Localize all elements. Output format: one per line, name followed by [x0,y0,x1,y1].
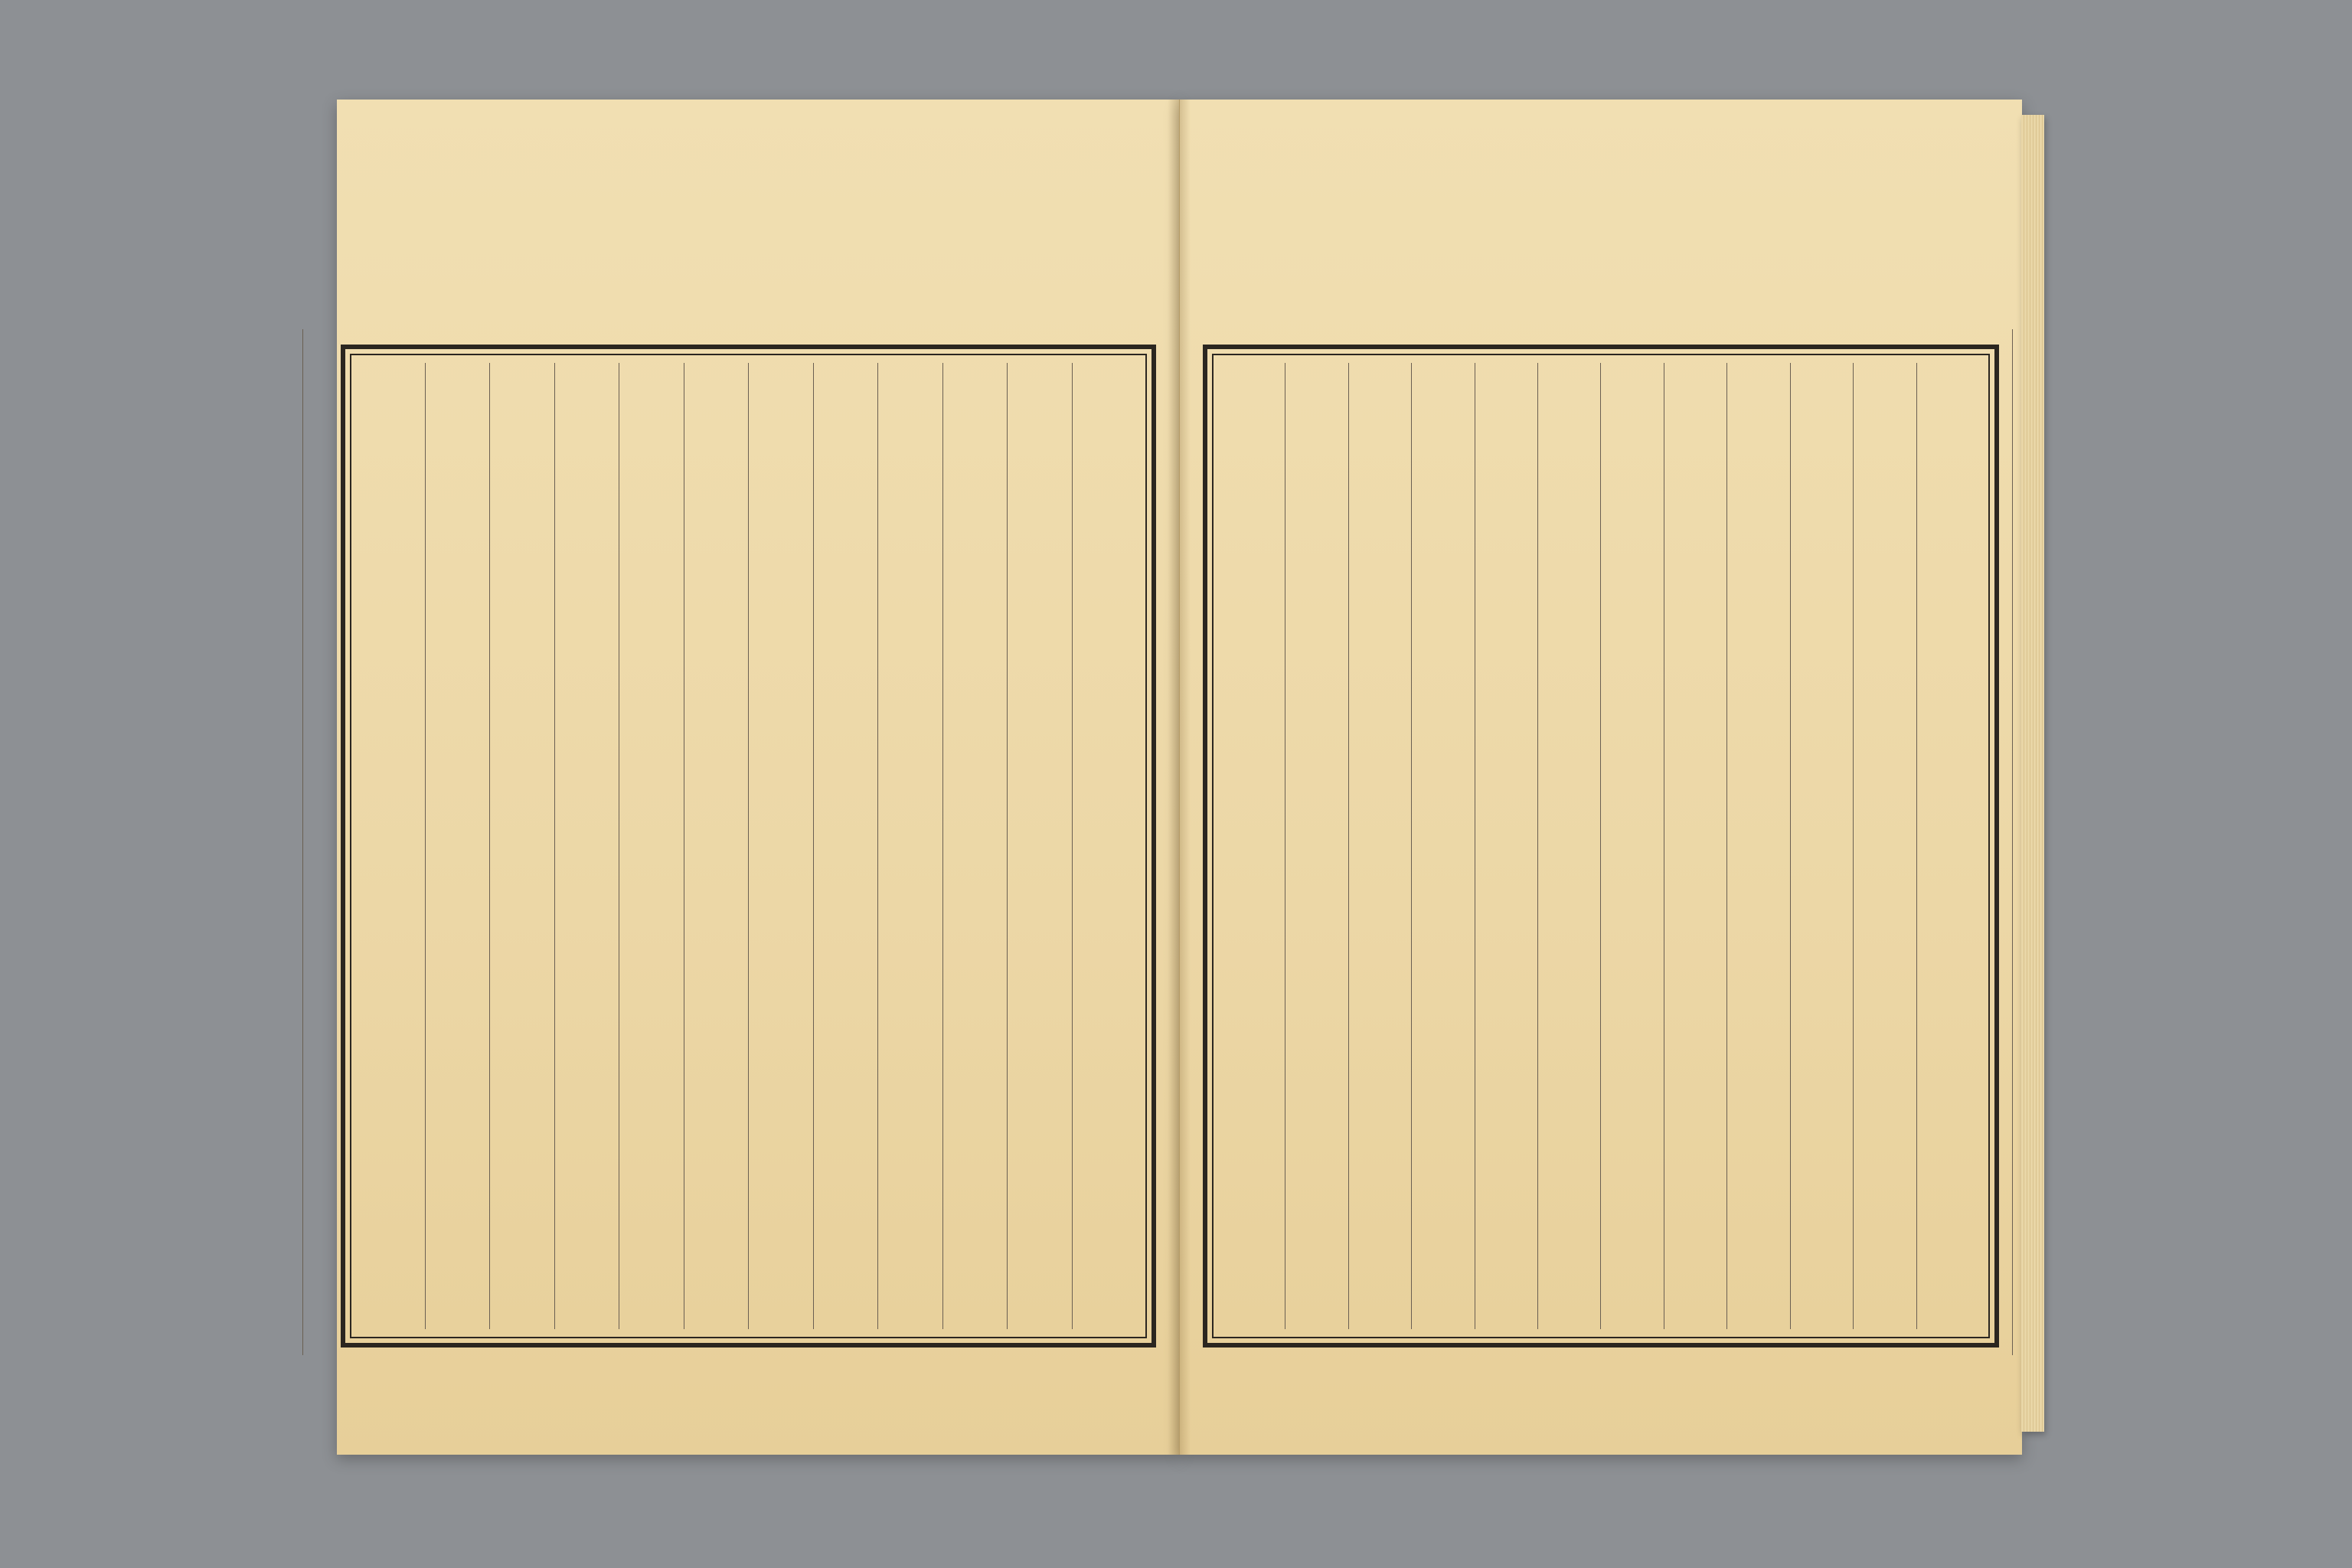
right-column-4 [1726,363,1789,1329]
page-edges [2021,115,2044,1432]
right-column-10 [1348,363,1411,1329]
left-column-4 [877,363,942,1329]
right-page [1179,100,2022,1455]
left-column-8 [619,363,684,1329]
left-column-6 [748,363,813,1329]
book-gutter [1168,100,1191,1455]
right-text-frame [1203,345,1999,1348]
left-spine-label [302,329,349,1355]
right-columns [1223,363,1979,1329]
right-column-3 [1790,363,1853,1329]
right-column-12 [1223,363,1285,1329]
left-text-frame [341,345,1156,1348]
right-column-6 [1600,363,1663,1329]
right-column-11 [1285,363,1348,1329]
left-column-5 [813,363,878,1329]
right-column-9 [1411,363,1474,1329]
left-column-11 [425,363,490,1329]
left-column-9 [554,363,619,1329]
left-page [337,100,1180,1455]
left-column-1 [1072,363,1137,1329]
right-column-1 [1916,363,1979,1329]
left-column-3 [942,363,1008,1329]
right-column-5 [1664,363,1726,1329]
right-column-7 [1537,363,1600,1329]
left-column-2 [1007,363,1072,1329]
left-column-7 [684,363,749,1329]
right-column-2 [1853,363,1916,1329]
left-column-10 [489,363,554,1329]
left-columns [361,363,1136,1329]
right-column-8 [1475,363,1537,1329]
left-column-12 [361,363,425,1329]
open-book [337,100,2044,1455]
